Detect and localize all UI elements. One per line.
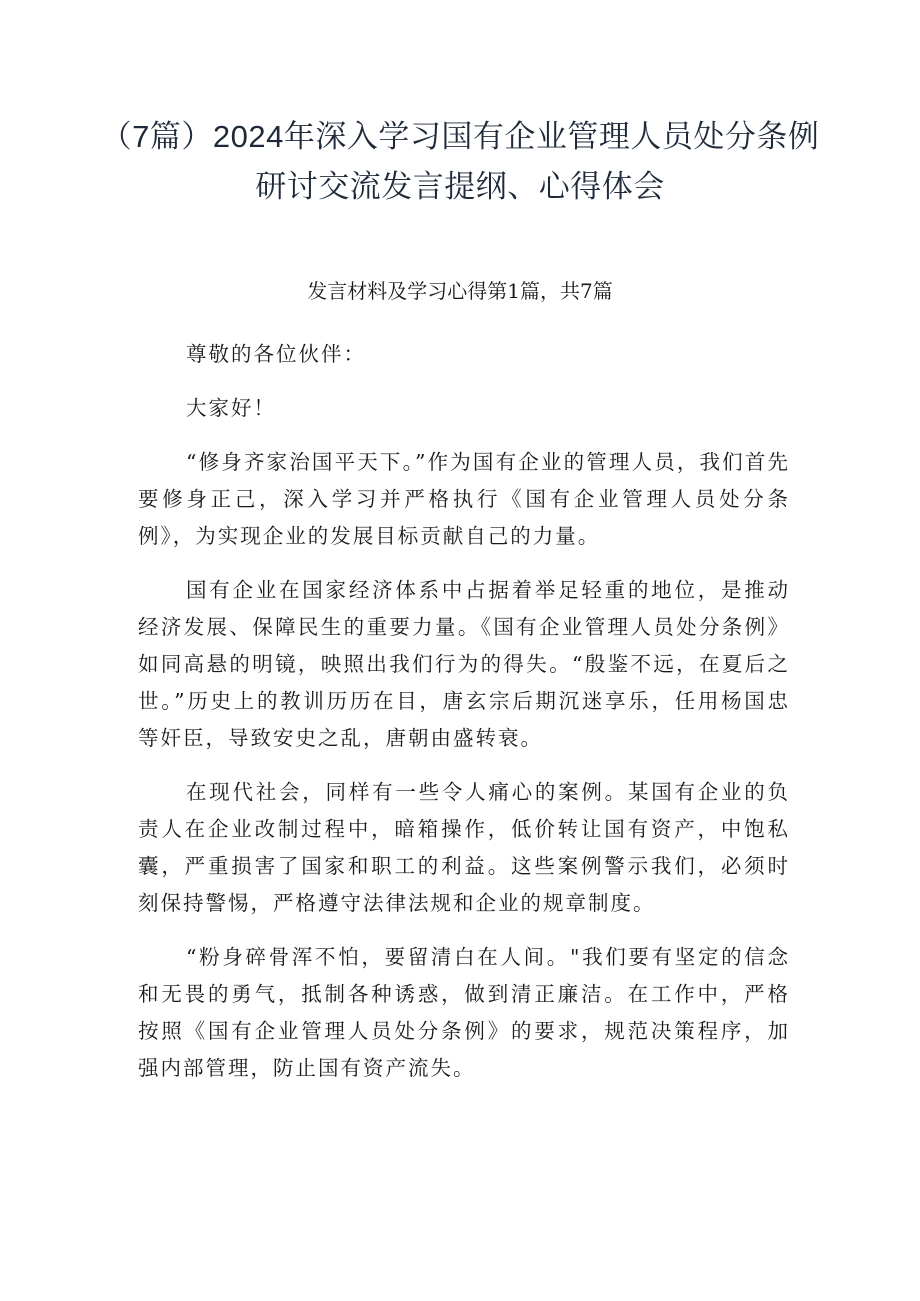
paragraph: “粉身碎骨浑不怕，要留清白在人间。"我们要有坚定的信念和无畏的勇气，抵制各种诱惑，做到清正廉洁。在工作中，严格按照《国有企业管理人员处分条例》的要求，规范决策程序，加强内部管理，防止国有资产流失。 [138,945,790,1080]
paragraph: 国有企业在国家经济体系中占据着举足轻重的地位，是推动经济发展、保障民生的重要力量。《国有企业管理人员处分条例》如同高悬的明镜，映照出我们行为的得失。“殷鉴不远，在夏后之世。”历史上的教训历历在目，唐玄宗后期沉迷享乐，任用杨国忠等奸臣，导致安史之乱，唐朝由盛转衰。 [138,578,790,750]
greeting: 大家好！ [186,396,276,420]
document-body [138,336,790,1104]
document-title: （7篇）2024年深入学习国有企业管理人员处分条例研讨交流发言提纲、心得体会 [100,119,820,204]
document-subtitle: 发言材料及学习心得第1篇，共7篇 [307,279,613,303]
salutation: 尊敬的各位伙伴： [186,342,366,366]
paragraph: 在现代社会，同样有一些令人痛心的案例。某国有企业的负责人在企业改制过程中，暗箱操作，低价转让国有资产，中饱私囊，严重损害了国家和职工的利益。这些案例警示我们，必须时刻保持警惕，严格遵守法律法规和企业的规章制度。 [138,780,790,915]
paragraph: “修身齐家治国平天下。”作为国有企业的管理人员，我们首先要修身正己，深入学习并严格执行《国有企业管理人员处分条例》，为实现企业的发展目标贡献自己的力量。 [138,450,790,548]
